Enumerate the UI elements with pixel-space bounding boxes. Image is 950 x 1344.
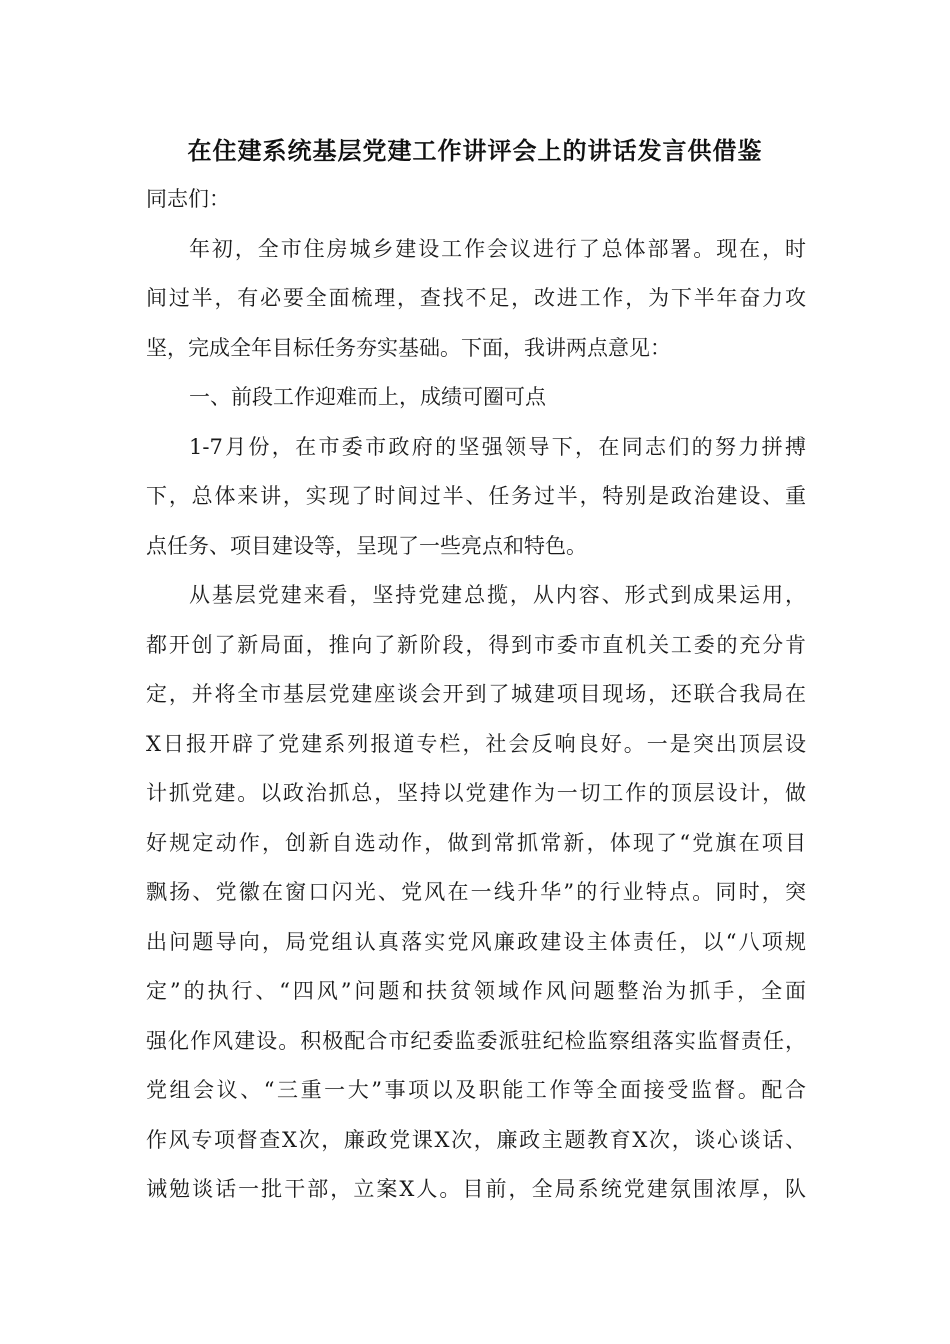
body-text-line: 出问题导向，局党组认真落实党风廉政建设主体责任，以“八项规 [146, 930, 806, 954]
body-text-line: 年初，全市住房城乡建设工作会议进行了总体部署。现在，时 [189, 237, 806, 261]
body-text-line: 一、前段工作迎难而上，成绩可圈可点 [189, 385, 546, 409]
body-text-line: 同志们： [146, 187, 230, 211]
body-text-line: 下，总体来讲，实现了时间过半、任务过半，特别是政治建设、重 [146, 484, 806, 508]
body-text-line: 间过半，有必要全面梳理，查找不足，改进工作，为下半年奋力攻 [146, 286, 806, 310]
body-text-line: 定，并将全市基层党建座谈会开到了城建项目现场，还联合我局在 [146, 682, 806, 706]
body-text-line: 从基层党建来看，坚持党建总揽，从内容、形式到成果运用， [189, 583, 806, 607]
body-text-line: 坚，完成全年目标任务夯实基础。下面，我讲两点意见： [146, 336, 671, 360]
body-text-line: 1-7月份，在市委市政府的坚强领导下，在同志们的努力拼搏 [189, 435, 806, 459]
body-text-line: 计抓党建。以政治抓总，坚持以党建作为一切工作的顶层设计，做 [146, 781, 806, 805]
body-text-line: X日报开辟了党建系列报道专栏，社会反响良好。一是突出顶层设 [146, 732, 806, 756]
document-title: 在住建系统基层党建工作讲评会上的讲话发言供借鉴 [187, 136, 763, 165]
body-text-line: 诫勉谈话一批干部，立案X人。目前，全局系统党建氛围浓厚，队 [146, 1177, 806, 1201]
body-text-line: 作风专项督查X次，廉政党课X次，廉政主题教育X次，谈心谈话、 [146, 1128, 806, 1152]
body-text-line: 定”的执行、“四风”问题和扶贫领域作风问题整治为抓手，全面 [146, 979, 806, 1003]
body-text-line: 都开创了新局面，推向了新阶段，得到市委市直机关工委的充分肯 [146, 633, 806, 657]
body-text-line: 飘扬、党徽在窗口闪光、党风在一线升华”的行业特点。同时，突 [146, 880, 806, 904]
body-text-line: 好规定动作，创新自选动作，做到常抓常新，体现了“党旗在项目 [146, 831, 806, 855]
body-text-line: 强化作风建设。积极配合市纪委监委派驻纪检监察组落实监督责任， [146, 1029, 806, 1053]
body-text-line: 党组会议、“三重一大”事项以及职能工作等全面接受监督。配合 [146, 1078, 806, 1102]
body-text-line: 点任务、项目建设等，呈现了一些亮点和特色。 [146, 534, 587, 558]
